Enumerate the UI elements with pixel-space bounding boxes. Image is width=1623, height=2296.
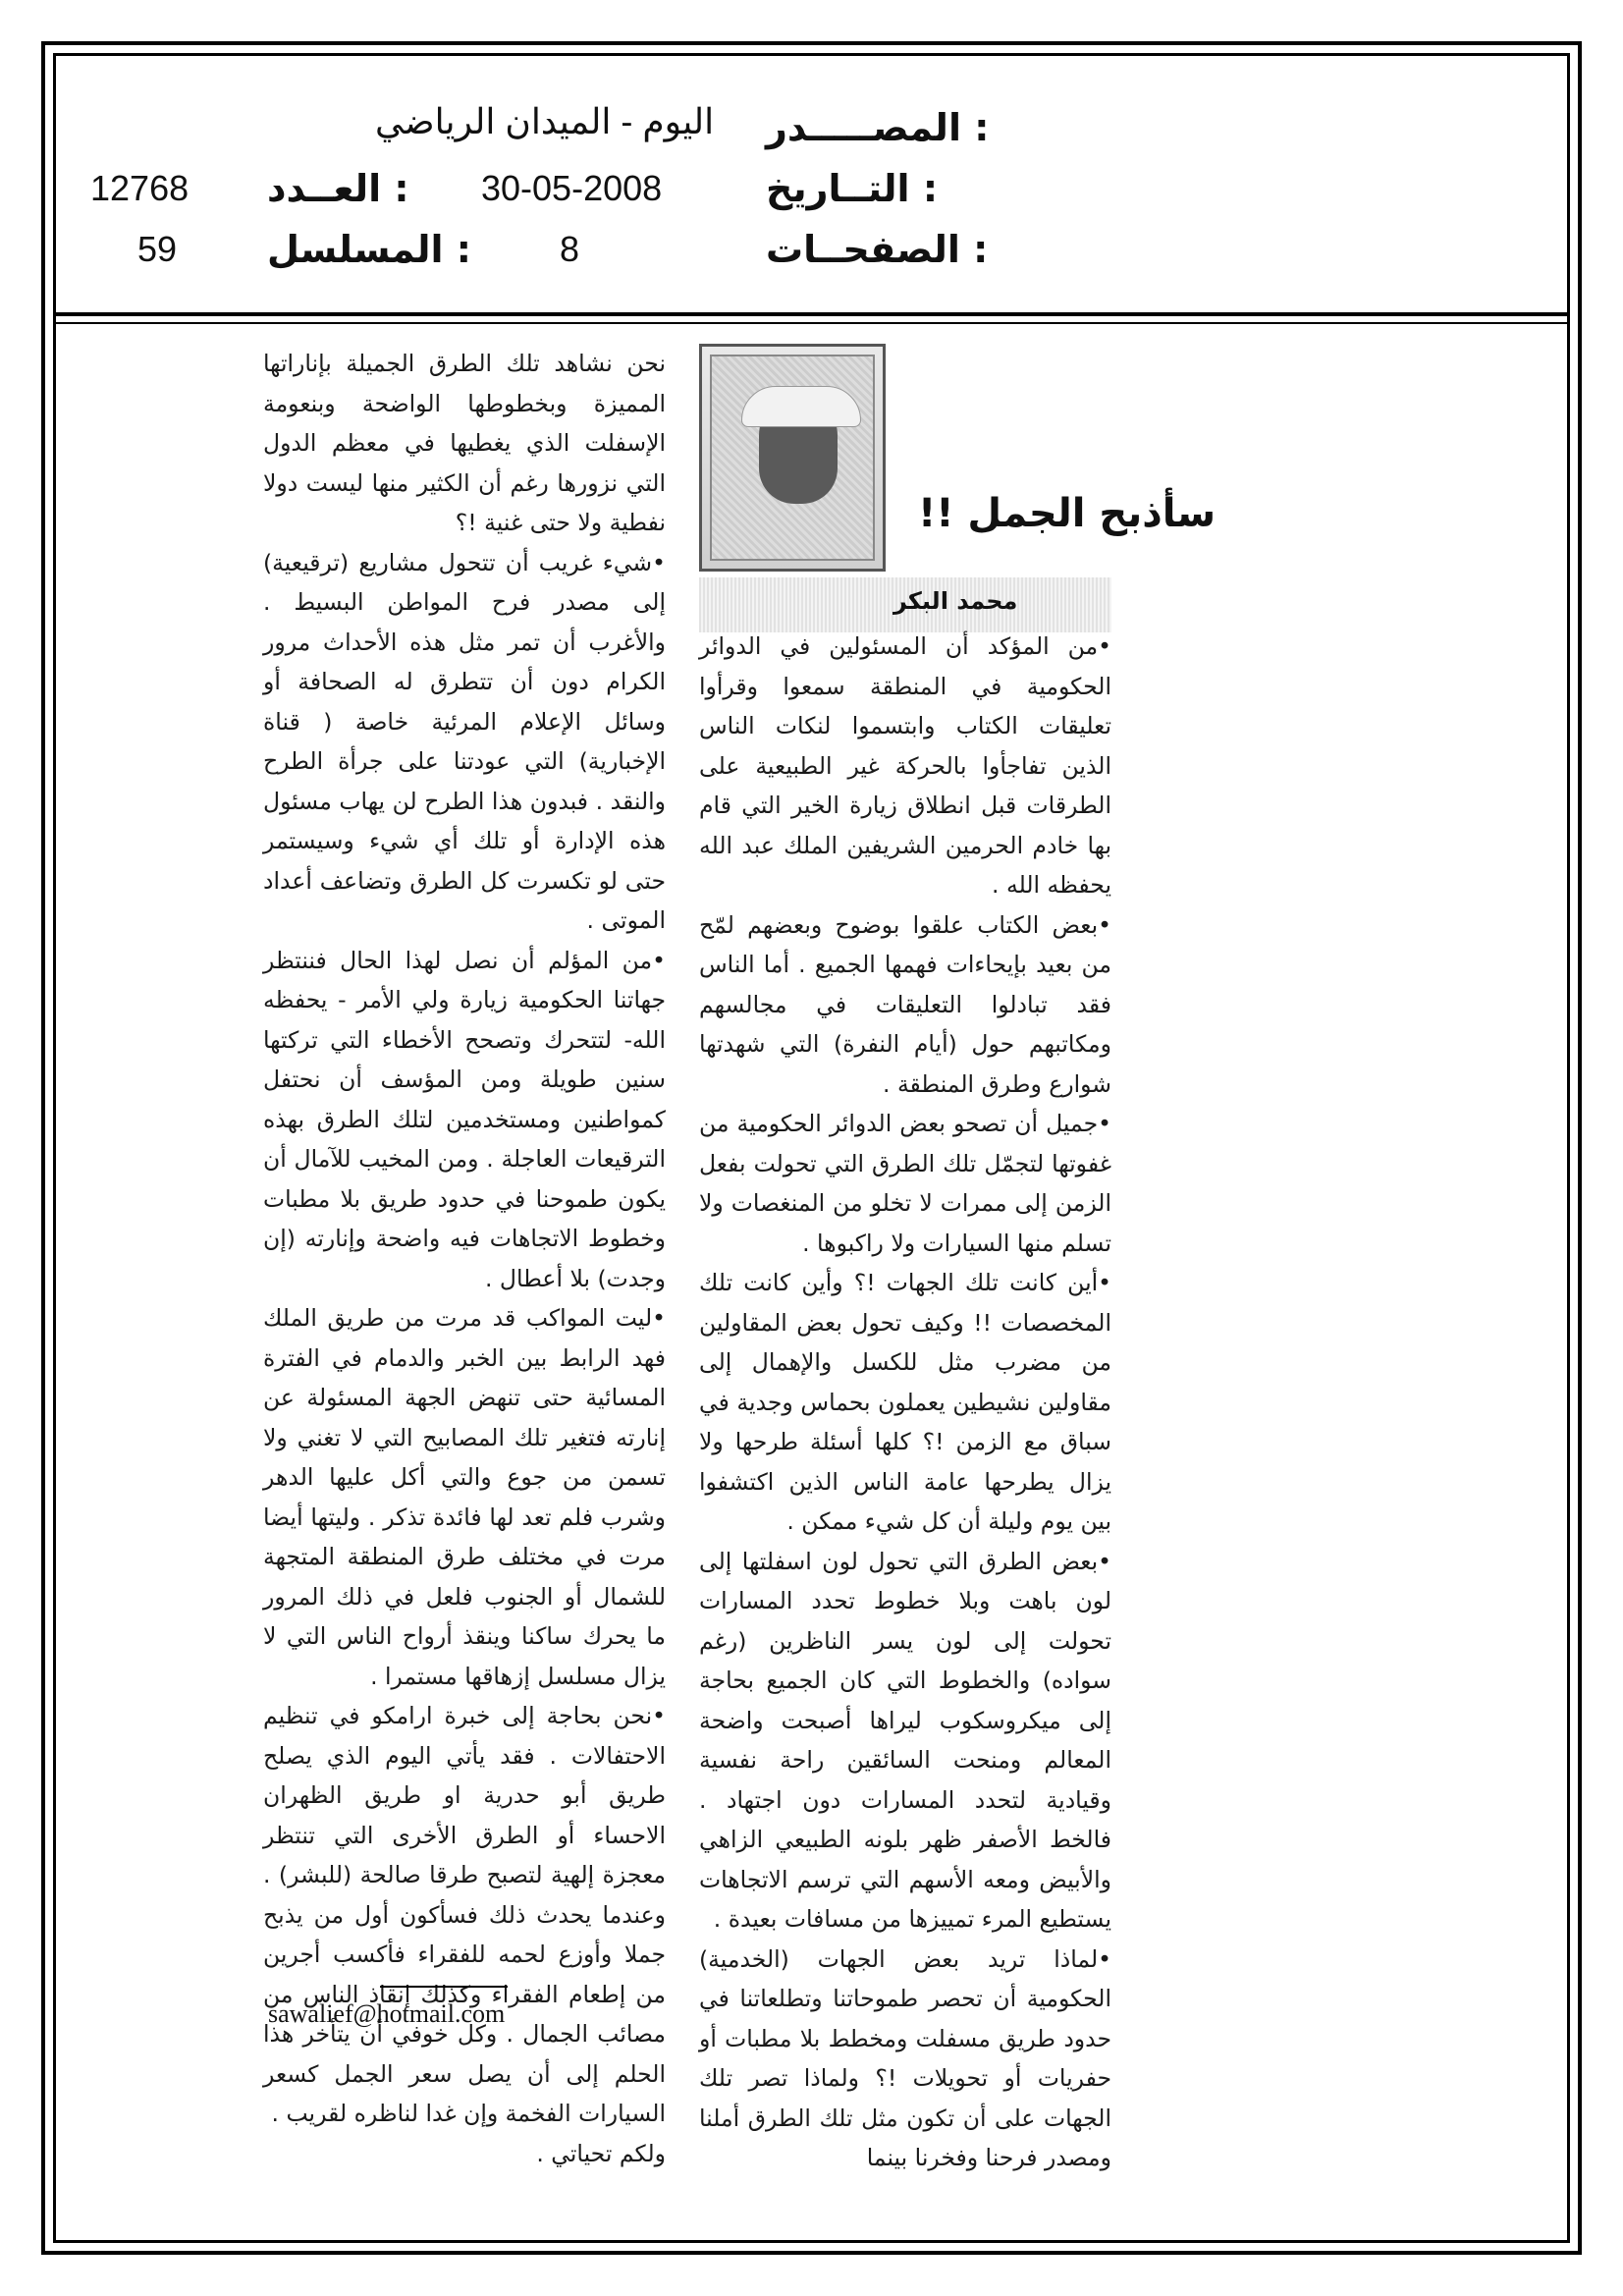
paragraph: •بعض الطرق التي تحول لون اسفلتها إلى لون باهت وبلا خطوط تحدد المسارات تحولت إلى لون يسر الناظرين (رغم سواده) والخطوط التي كان الجميع بحاجة إلى ميكروسكوب ليراها أصبحت واضحة المعالم ومنحت السائقين راحة نفسية وقيادية لتحدد المسارات دون اجتهاد . فالخط الأصفر ظهر بلونه الطبيعي الزاهي والأبيض ومعه الأسهم التي ترسم الاتجاهات يستطيع المرء تمييزها من مسافات بعيدة . — [699, 1547, 1111, 1933]
article-column-left — [263, 344, 666, 2173]
portrait-headdress — [741, 386, 861, 427]
author-email: sawalief@hotmail.com — [268, 1999, 506, 2028]
article-column-right — [699, 627, 1111, 2178]
serial-value: 59 — [137, 229, 178, 269]
header-divider — [53, 312, 1570, 316]
article-title: سأذبح الجمل !! — [918, 491, 1217, 536]
serial-label: المسلسل : — [267, 228, 471, 271]
paragraph: •من المؤكد أن المسئولين في الدوائر الحكومية في المنطقة سمعوا وقرأوا تعليقات الكتاب وابتسموا لنكات الناس الذين تفاجأوا بالحركة غير الطبيعية على الطرقات قبل انطلاق زيارة الخير التي قام بها خادم الحرمين الشريفين الملك عبد الله يحفظه الله . — [699, 632, 1111, 899]
photo-frame — [710, 355, 875, 561]
paragraph: •شيء غريب أن تتحول مشاريع (ترقيعية) إلى مصدر فرح المواطن البسيط . والأغرب أن تمر مثل هذه الأحداث مرور الكرام دون أن تتطرق له الصحافة أو وسائل الإعلام المرئية خاصة ( قناة الإخبارية) التي عودتنا على جرأة الطرح والنقد . فبدون هذا الطرح لن يهاب مسئول هذه الإدارة أو تلك أي شيء وسيستمر حتى لو تكسرت كل الطرق وتضاعف أعداد الموتى . — [263, 548, 666, 934]
paragraph: •ليت المواكب قد مرت من طريق الملك فهد الرابط بين الخبر والدمام في الفترة المسائية حتى تنهض الجهة المسئولة عن إنارته فتغير تلك المصابيح التي لا تغني ولا تسمن من جوع والتي أكل عليها الدهر وشرب فلم تعد لها فائدة تذكر . وليتها أيضا مرت في مختلف طرق المنطقة المتجهة للشمال أو الجنوب فلعل في ذلك المرور ما يحرك ساكنا وينقذ أرواح الناس التي لا يزال مسلسل إزهاقها مستمرا . — [263, 1304, 666, 1690]
paragraph: •نحن بحاجة إلى خبرة ارامكو في تنظيم الاحتفالات . فقد يأتي اليوم الذي يصلح طريق أبو حدرية او طريق الظهران الاحساء أو الطرق الأخرى التي تنتظر معجزة إلهية لتصبح طرقا صالحة (للبشر) . وعندما يحدث ذلك فسأكون أول من يذبح جملا وأوزع لحمه للفقراء فأكسب أجرين من إطعام الفقراء وكذلك إنقاذ الناس من مصائب الجمال . وكل خوفي أن يتأخر هذا الحلم إلى أن يصل سعر الجمل كسعر السيارات الفخمة وإن غدا لناظره لقريب . — [263, 1702, 666, 2127]
issue-value: 12768 — [90, 168, 189, 208]
article-author: محمد البكر — [893, 587, 1018, 615]
paragraph: نحن نشاهد تلك الطرق الجميلة بإناراتها المميزة وبخطوطها الواضحة وبنعومة الإسفلت الذي يغطيها في معظم الدول التي نزورها رغم أن الكثير منها ليست دولا نفطية ولا حتى غنية !؟ — [263, 350, 666, 536]
issue-label: العــدد : — [267, 167, 409, 210]
source-value: اليوم - الميدان الرياضي — [375, 101, 715, 141]
paragraph: •من المؤلم أن نصل لهذا الحال فننتظر جهاتنا الحكومية زيارة ولي الأمر - يحفظه الله- لتتحرك وتصحح الأخطاء التي تركتها سنين طويلة ومن المؤسف أن نحتفل كمواطنين ومستخدمين لتلك الطرق بهذه الترقيعات العاجلة . ومن المخيب للآمال أن يكون طموحنا في حدود طريق بلا مطبات وخطوط الاتجاهات فيه واضحة وإنارته (إن وجدت) بلا أعطال . — [263, 946, 666, 1292]
sign-off: ولكم تحياتي . — [536, 2139, 666, 2167]
pages-label: الصفحــات : — [766, 228, 989, 271]
source-label: المصـــــدر : — [766, 106, 990, 149]
date-label: التــاريخ : — [766, 167, 939, 210]
paragraph: •بعض الكتاب علقوا بوضوح وبعضهم لمّح من بعيد بإيحاءات فهمها الجميع . أما الناس فقد تبادلوا التعليقات في مجالسهم ومكاتبهم حول (أيام النفرة) التي شهدتها شوارع وطرق المنطقة . — [699, 910, 1111, 1098]
pages-value: 8 — [560, 229, 580, 269]
paragraph: •أين كانت تلك الجهات !؟ وأين كانت تلك المخصصات !! وكيف تحول بعض المقاولين من مضرب مثل للكسل والإهمال إلى مقاولين نشيطين يعملون بحماس وجدية في سباق مع الزمن !؟ كلها أسئلة طرحها ولا يزال يطرحها عامة الناس الذين اكتشفوا بين يوم وليلة أن كل شيء ممكن . — [699, 1269, 1111, 1535]
date-value: 30-05-2008 — [481, 168, 663, 208]
paragraph: •جميل أن تصحو بعض الدوائر الحكومية من غفوتها لتجمّل تلك الطرق التي تحولت بفعل الزمن إلى ممرات لا تخلو من المنغصات ولا تسلم منها السيارات ولا راكبوها . — [699, 1110, 1111, 1257]
paragraph: •لماذا تريد بعض الجهات (الخدمية) الحكومية أن تحصر طموحاتنا وتطلعاتنا في حدود طريق مسفلت ومخطط بلا مطبات أو حفريات أو تحويلات !؟ ولماذا تصر تلك الجهات على أن تكون مثل تلك الطرق أملنا ومصدر فرحنا وفخرنا بينما — [699, 1944, 1111, 2171]
author-photo — [699, 344, 886, 572]
signature-line — [380, 1986, 508, 1988]
header-divider-thin — [53, 322, 1570, 324]
